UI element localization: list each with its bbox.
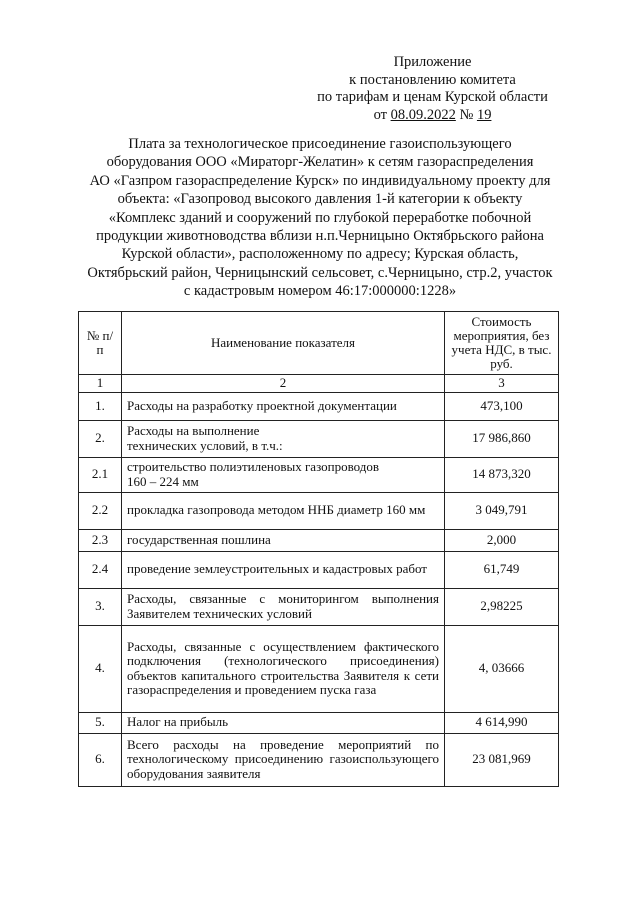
- row-name: Налог на прибыль: [122, 712, 445, 733]
- row-value: 2,000: [445, 529, 559, 551]
- table-row: [79, 529, 559, 551]
- row-name: Расходы, связанные с мониторингом выполнения Заявителем технических условий: [122, 588, 445, 625]
- row-name: Расходы, связанные с осуществлением фактического подключения (технологического присоединения) объектов капитального строительства Заявителя к сети газораспределения и проведением пуска газа: [122, 625, 445, 712]
- appendix-line-resolution: к постановлению комитета: [349, 71, 516, 88]
- row-value: 61,749: [445, 551, 559, 588]
- title-line: объекта: «Газопровод высокого давления 1-й категории к объекту: [117, 191, 523, 208]
- number-prefix: №: [455, 106, 477, 123]
- row-value: 4 614,990: [445, 712, 559, 733]
- row-num: 3.: [79, 588, 122, 625]
- resolution-date: 08.09.2022: [390, 106, 456, 123]
- row-name: государственная пошлина: [122, 529, 445, 551]
- row-value: 473,100: [445, 392, 559, 420]
- row-num: 4.: [79, 625, 122, 712]
- row-num: 2.4: [79, 551, 122, 588]
- table-index-row: [79, 375, 559, 393]
- row-value: 17 986,860: [445, 420, 559, 457]
- row-num: 2.1: [79, 457, 122, 492]
- table-row: [79, 588, 559, 625]
- title-line: с кадастровым номером 46:17:000000:1228»: [183, 283, 457, 300]
- appendix-title: Приложение: [393, 54, 472, 70]
- document-title: [60, 135, 580, 301]
- title-line: Курской области», расположенному по адресу; Курская область,: [121, 246, 519, 263]
- appendix-header: [300, 54, 565, 124]
- row-name: проведение землеустроительных и кадастровых работ: [122, 551, 445, 588]
- title-line: оборудования ООО «Мираторг-Желатин» к сетям газораспределения: [106, 154, 534, 171]
- title-line: продукции животноводства вблизи н.п.Черницыно Октябрьского района: [96, 228, 544, 245]
- header-name: Наименование показателя: [122, 312, 445, 375]
- cost-table: [78, 311, 559, 787]
- row-name: Всего расходы на проведение мероприятий по технологическому присоединению газоиспользующего оборудования заявителя: [122, 733, 445, 786]
- row-value: 2,98225: [445, 588, 559, 625]
- index-cell: 3: [445, 375, 559, 393]
- row-name: прокладка газопровода методом ННБ диаметр 160 мм: [122, 492, 445, 529]
- row-name: строительство полиэтиленовых газопроводов 160 – 224 мм: [122, 457, 445, 492]
- title-line: Октябрьский район, Черницынский сельсовет, с.Черницыно, стр.2, участок: [87, 264, 553, 281]
- row-num: 1.: [79, 392, 122, 420]
- row-num: 2.2: [79, 492, 122, 529]
- table-row: [79, 457, 559, 492]
- row-value: 14 873,320: [445, 457, 559, 492]
- header-cost: Стоимость мероприятия, без учета НДС, в тыс. руб.: [445, 312, 559, 375]
- table-row: [79, 392, 559, 420]
- row-num: 6.: [79, 733, 122, 786]
- appendix-line-committee: по тарифам и ценам Курской области: [317, 89, 548, 105]
- row-value: 4, 03666: [445, 625, 559, 712]
- title-line: «Комплекс зданий и сооружений по глубокой переработке побочной: [108, 209, 532, 226]
- title-line: АО «Газпром газораспределение Курск» по индивидуальному проекту для: [89, 172, 551, 189]
- table-row: [79, 420, 559, 457]
- table-row: [79, 712, 559, 733]
- header-num: № п/п: [79, 312, 122, 375]
- row-num: 5.: [79, 712, 122, 733]
- row-value: 23 081,969: [445, 733, 559, 786]
- index-cell: 1: [79, 375, 122, 393]
- table-row: [79, 492, 559, 529]
- table-row-total: [79, 733, 559, 786]
- table-row: [79, 551, 559, 588]
- title-line: Плата за технологическое присоединение газоиспользующего: [128, 136, 512, 152]
- index-cell: 2: [122, 375, 445, 393]
- row-name: Расходы на выполнение технических условий, в т.ч.:: [122, 420, 445, 457]
- date-prefix: от: [373, 106, 391, 123]
- resolution-number: 19: [476, 106, 492, 123]
- table-row: [79, 625, 559, 712]
- appendix-date-line: [300, 107, 565, 125]
- row-num: 2.: [79, 420, 122, 457]
- row-value: 3 049,791: [445, 492, 559, 529]
- table-header-row: [79, 312, 559, 375]
- row-name: Расходы на разработку проектной документации: [122, 392, 445, 420]
- row-num: 2.3: [79, 529, 122, 551]
